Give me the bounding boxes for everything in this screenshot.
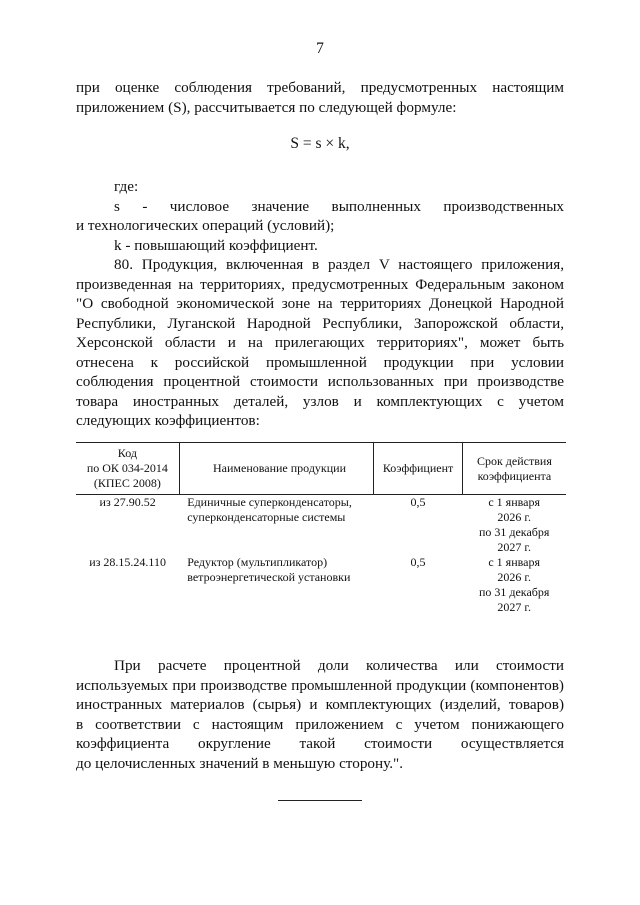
- page-number: 7: [316, 40, 324, 57]
- table-header-row: [76, 443, 566, 495]
- closing-line-4: в соответствии с настоящим приложением с учетом понижающего: [76, 715, 564, 733]
- table-row: [76, 495, 566, 556]
- closing-line-5: коэффициента округление такой стоимости осуществляется: [76, 735, 564, 752]
- closing-line-3: иностранных материалов (сырья) и комплектующих (изделий, товаров): [76, 696, 564, 713]
- intro-line-1: при оценке соблюдения требований, предусмотренных настоящим: [76, 79, 564, 96]
- row-code: из 27.90.52: [99, 495, 156, 509]
- definitions: [76, 177, 564, 255]
- formula: S = s × k,: [290, 135, 350, 152]
- row-name: Единичные суперконденсаторы, суперконденсаторные системы: [187, 495, 352, 524]
- intro-paragraph: [76, 78, 564, 117]
- definition-s-line2: и технологических операций (условий);: [76, 217, 335, 234]
- closing-line-1: При расчете процентной доли количества или стоимости: [114, 657, 564, 674]
- row-name: Редуктор (мультипликатор) ветроэнергетической установки: [187, 555, 351, 584]
- row-term: с 1 января 2026 г. по 31 декабря 2027 г.: [478, 495, 550, 554]
- paragraph-80: 80. Продукция, включенная в раздел V настоящего приложения, произведенная на территориях, предусмотренных Федеральным законом "О свободной экономической зоне на территориях Донецкой Народной Республики, Луганской Народной Республики, Запорожской области, Херсонской области и на прилегающих территориях", может быть отнесена к российской промышленной продукции при условии соблюдения процентной стоимости использованных при производстве товара иностранных деталей, узлов и комплектующих с учетом следующих коэффициентов:: [76, 256, 564, 429]
- closing-line-6: до целочисленных значений в меньшую сторону.".: [76, 754, 404, 772]
- closing-rule: [278, 800, 362, 801]
- row-coefficient: 0,5: [410, 555, 426, 569]
- intro-line-2: приложением (S), рассчитывается по следующей формуле:: [76, 98, 457, 116]
- products-table: [76, 442, 566, 623]
- header-code: Код по ОК 034-2014 (КПЕС 2008): [76, 443, 179, 495]
- row-term: с 1 января 2026 г. по 31 декабря 2027 г.: [478, 555, 550, 614]
- row-coefficient: 0,5: [410, 495, 426, 509]
- closing-paragraph: [76, 656, 564, 773]
- definition-k: k - повышающий коэффициент.: [114, 236, 318, 254]
- header-name: Наименование продукции: [179, 443, 374, 495]
- table-row: [76, 555, 566, 623]
- definition-s-line1: s - числовое значение выполненных производственных: [114, 197, 564, 215]
- header-term: Срок действия коэффициента: [462, 443, 566, 495]
- row-code: из 28.15.24.110: [89, 555, 166, 569]
- closing-line-2: используемых при производстве промышленной продукции (компонентов): [76, 676, 564, 694]
- where-label: где:: [114, 178, 139, 195]
- header-coefficient: Коэффициент: [374, 443, 463, 495]
